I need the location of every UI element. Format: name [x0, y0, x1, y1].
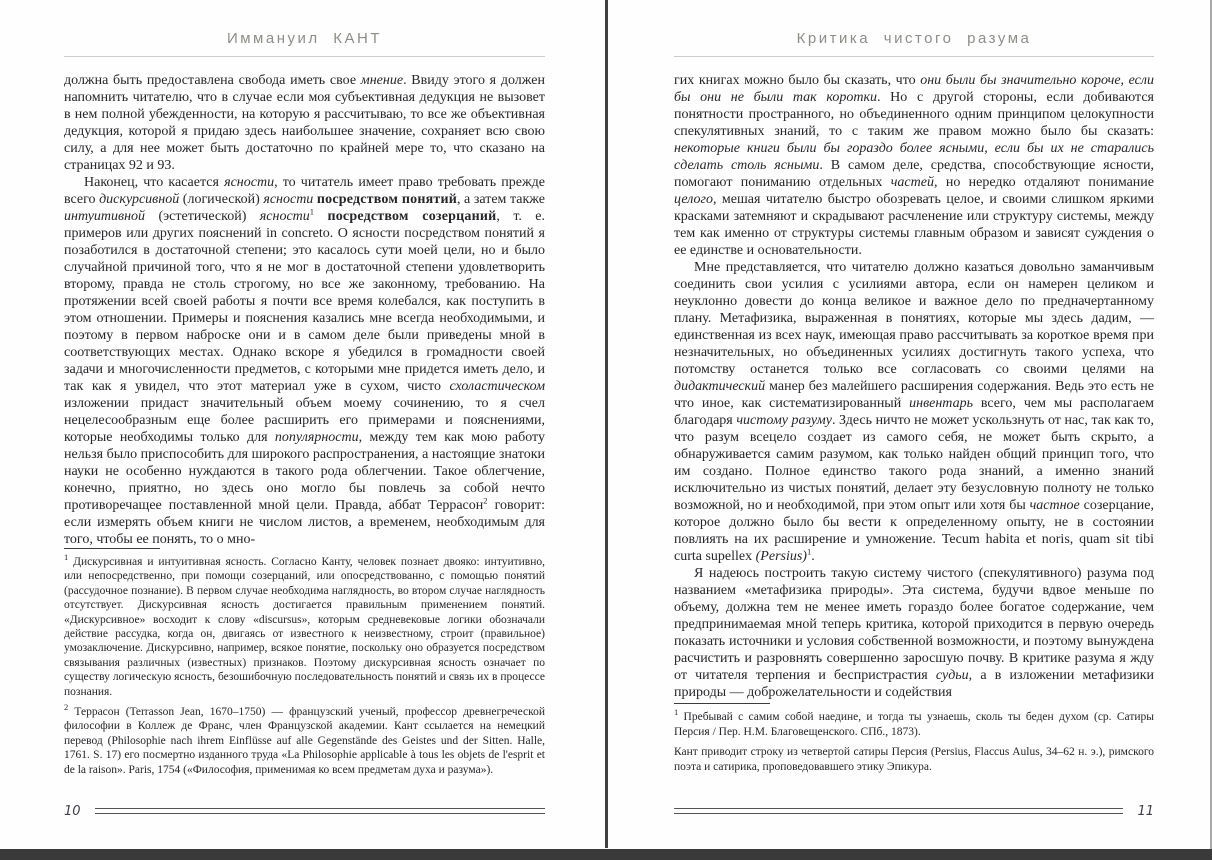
running-head-title: Критика чистого разума [796, 30, 1032, 47]
running-head-author: Иммануил КАНТ [226, 30, 383, 47]
left-page [0, 0, 605, 848]
right-page [608, 0, 1212, 848]
page-foot-rule [95, 808, 545, 814]
page-number: 10 [64, 803, 81, 819]
left-footnote-text [64, 552, 545, 777]
bottom-bar [0, 849, 1212, 860]
left-page-footnotes [64, 548, 545, 787]
right-page-footnotes [674, 703, 1154, 784]
footnote-paragraph: Кант приводит строку из четвертой сатиры Персия (Persius, Flaccus Aulus, 34–62 н. э.), римского поэта и сатирика, проповедовавшего этику Эпикура. [674, 746, 1154, 773]
right-footnote-text [674, 707, 1154, 774]
footnote-rule [674, 703, 770, 704]
footnote-paragraph: $^1$ Пребывай с самим собой наедине, и тогда ты узнаешь, сколь ты беден духом (ср. Сатиры Персия / Пер. Н.М. Благовещенского. СПб., 1873). [674, 707, 1154, 738]
body-paragraph: гих книгах можно было бы сказать, что они были бы значительно короче, если бы они не были так коротки. Но с другой стороны, если добиваются понятности пространного, но объединенного одним принципом целокупности спекулятивных знаний, то с таким же правом можно было бы сказать: некоторые книги были бы гораздо более ясными, если бы их не старались сделать столь ясными. В самом деле, средства, способствующие ясности, помогают пониманию отдельных частей, но нередко отдаляют понимание целого, мешая читателю быстро обозревать целое, и своими слишком яркими красками затемняют и скрадывают расчленение или структуру системы, между тем как именно от структуры системы главным образом и зависят суждения о ее единстве и основательности. [674, 73, 1155, 258]
body-paragraph: Мне представляется, что читателю должно казаться довольно заманчивым соединить свои усилия с усилиями автора, если он намерен целиком и неуклонно довести до конца великое и важное дело по предначертанному плану. Метафизика, выраженная в понятиях, которые мы здесь дадим, — единственная из всех наук, имеющая право рассчитывать за короткое время при незначительных, но объединенных усилиях достигнуть такого успеха, что потомству останется только все согласовать со своими целями на дидактический манер без малейшего расширения содержания. Ведь это есть не что иное, как систематизированный инвентарь всего, чем мы располагаем благодаря чистому разуму. Здесь ничто не может ускользнуть от нас, так как то, что разум всецело создает из самого себя, не может быть скрыто, а обнаруживается самим разумом, как только найден общий принцип того, что им создано. Полное единство такого рода знаний, а именно знаний исключительно из чистых понятий, делает эту безусловную полноту не только возможной, но и необходимой, при этом опыт или хотя бы частное созерцание, которое должно было бы вести к определенному опыту, не в состоянии повлиять на их расширение и умножение. Tecum habita et noris, quam sit tibi curta supellex (Persius)$^1$. [674, 260, 1154, 564]
header-rule [64, 56, 545, 57]
footnote-paragraph: $^2$ Террасон (Terrasson Jean, 1670–1750) — французский ученый, профессор древнегреческой философии в Коллеж де Франс, член Французской академии. Кант ссылается на немецкий перевод (Philosophie nach ihrem Einflüsse auf alle Gegenstände des Geistes und der Sitten. Halle, 1761. S. 17) его посмертно изданного труда «La Philosophie applicable à tous les objets de l'esprit et de la raison». Paris, 1754 («Философия, применимая ко всем предметам духа и разума»). [64, 702, 545, 776]
body-paragraph: Наконец, что касается ясности, то читатель имеет право требовать прежде всего дискурсивной (логической) ясности посредством понятий, а затем также интуитивной (эстетической) ясности$^1$ посредством созерцаний, т. е. примеров или других пояснений in concreto. О ясности посредством понятий я позаботился в достаточной степени; это касалось сути моей цели, но и было случайной причиной того, что я не мог в достаточной степени удовлетворить второму, правда не столь строгому, но все же законному, требованию. На протяжении всей своей работы я почти все время колебался, как поступить в этом отношении. Примеры и пояснения казались мне всегда необходимыми, и поэтому в первом наброске они и в самом деле были приведены мной в соответствующих местах. Однако вскоре я убедился в громадности своей задачи и многочисленности предметов, с которыми мне придется иметь дело, и так как я увидел, что этот материал уже в сухом, чисто схоластическом изложении придаст значительный объем моему сочинению, то я счел нецелесообразным еще более расширить его примерами и пояснениями, которые необходимы только для популярности, между тем как мою работу нельзя было приспособить для широкого распространения, а настоящие знатоки науки не особенно нуждаются в такого рода облегчении. Такое облегчение, конечно, приятно, но здесь оно могло бы повлечь за собой нечто противоречащее поставленной мной цели. Правда, аббат Террасон$^2$ говорит: если измерять объем книги не числом листов, а временем, необходимым для того, чтобы ее понять, то о мно- [64, 175, 546, 547]
header-rule [674, 56, 1154, 57]
left-page-foot [64, 804, 545, 818]
right-page-foot [674, 804, 1154, 818]
right-page-body [674, 72, 1154, 701]
left-page-body [64, 72, 545, 548]
footnote-rule [64, 548, 160, 549]
page-foot-rule [674, 808, 1123, 814]
body-paragraph: Я надеюсь построить такую систему чистого (спекулятивного) разума под названием «метафизика природы». Эта система, будучи вдвое меньше по объему, должна тем не менее иметь гораздо более богатое содержание, чем предпринимаемая мной теперь критика, которой приходится в первую очередь показать источники и условия собственной возможности, и поэтому вынуждена расчистить и разровнять совершенно заросшую почву. В критике разума я жду от читателя терпения и беспристрастия судьи, а в изложении метафизики природы — доброжелательности и содействия [674, 566, 1154, 700]
body-paragraph: должна быть предоставлена свобода иметь свое мнение. Ввиду этого я должен напомнить читателю, что в случае если моя субъективная дедукция не вызовет в нем полной убежденности, на которую я рассчитываю, то все же объективная дедукция, которой я придаю здесь наибольшее значение, сохраняет всю свою силу, а для нее может быть достаточно по крайней мере то, что сказано на страницах 92 и 93. [64, 73, 545, 173]
footnote-paragraph: $^1$ Дискурсивная и интуитивная ясность. Согласно Канту, человек познает двояко: интуитивно, или непосредственно, при помощи созерцаний, или опосредствованно, с помощью понятий (рассудочное познание). В первом случае необходима наглядность, во втором случае наглядность отсутствует. Дискурсивная ясность достигается правильным применением понятий. «Дискурсивное» восходит к слову «discursus», которым средневековые логики обозначали действие рассудка, когда он, двигаясь от известного к неизвестному, строит (правильное) умозаключение. Дискурсивно, например, всякое понятие, поскольку оно образуется посредством связывания различных (известных) признаков. Поэтому дискурсивная ясность означает по существу логическую ясность, безошибочную последовательность понятий и связь их в процессе познания. [64, 552, 545, 698]
page-number: 11 [1137, 803, 1154, 819]
